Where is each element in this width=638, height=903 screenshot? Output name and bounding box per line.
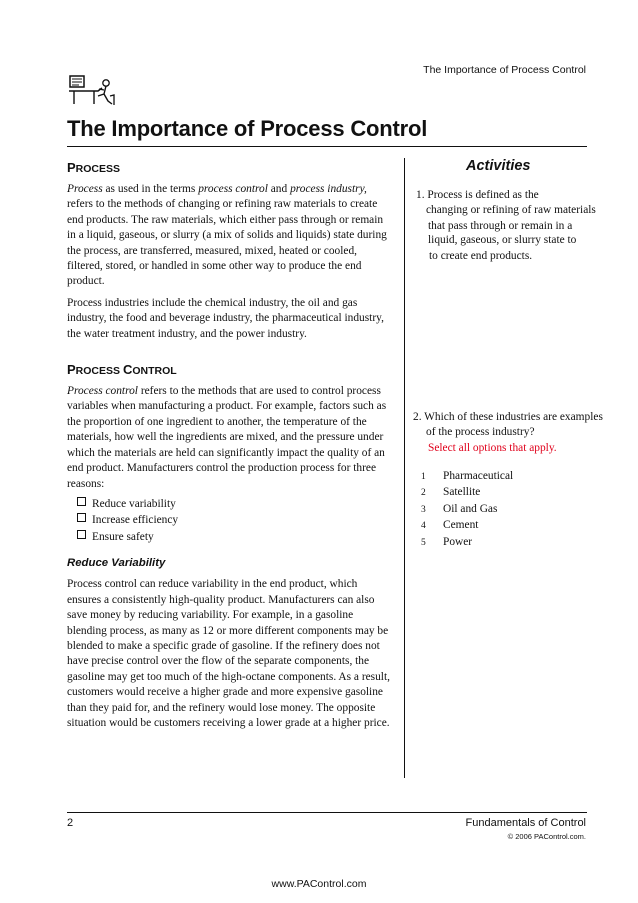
answer-option[interactable]: 5 Power: [421, 535, 473, 548]
process-definition-paragraph: Process as used in the terms process control and process industry, refers to the methods of changing or refining raw materials to create end products. The raw materials, which either pass through or remain in a liquid, gaseous, or slurry (a mix of solids and liquids) state during the process, are transferred, measured, mixed, heated or cooled, filtered, stored, or handled in some other way to produce the end product.: [67, 183, 387, 288]
title-divider: [67, 146, 587, 147]
process-control-paragraph: Process control refers to the methods that are used to control process variables when manufacturing a product. For example, factors such as the proportion of one ingredient to another, the temperature of the materials, how well the ingredients are mixed, and the pressure under which the materials are held can significantly impact the quality of an end product. Manufacturers control the production process for three reasons:: [67, 385, 387, 490]
checkbox-bullet-icon: [77, 530, 86, 539]
question-2: 2. Which of these industries are examples of the process industry? Select all options that apply.: [413, 410, 603, 456]
answer-option[interactable]: 2 Satellite: [421, 486, 481, 499]
list-item: Reduce variability: [77, 496, 394, 513]
answer-option[interactable]: 3 Oil and Gas: [421, 502, 498, 515]
website-link[interactable]: www.PAControl.com: [271, 878, 367, 890]
question-1: 1. Process is defined as the changing or refining of raw materials that pass through or remain in a liquid, gaseous, or slurry state to to create end products.: [416, 189, 596, 262]
copyright-notice: © 2006 PAControl.com.: [507, 832, 586, 841]
desk-figure-icon: [68, 74, 118, 108]
question-instruction: Select all options that apply.: [428, 441, 557, 454]
checkbox-bullet-icon: [77, 497, 86, 506]
page-number: 2: [67, 817, 74, 829]
list-item: Increase efficiency: [77, 512, 394, 529]
section-heading-process-control: PROCESS CONTROL: [67, 362, 177, 378]
subheading-reduce-variability: Reduce Variability: [67, 557, 166, 570]
answer-option[interactable]: 1 Pharmaceutical: [421, 470, 514, 482]
main-column: [67, 160, 394, 731]
running-header: The Importance of Process Control: [423, 64, 586, 76]
answer-options: [421, 469, 513, 551]
footer-book-title: Fundamentals of Control: [465, 817, 586, 829]
answer-option[interactable]: 4 Cement: [421, 519, 479, 532]
list-item: Ensure safety: [77, 529, 394, 546]
checkbox-bullet-icon: [77, 513, 86, 522]
section-heading-process: PROCESS: [67, 160, 121, 175]
activities-heading: Activities: [466, 158, 531, 174]
footer-divider: [67, 812, 587, 813]
process-industries-paragraph: Process industries include the chemical industry, the oil and gas industry, the food and beverage industry, the pharmaceutical industry, the water treatment industry, and the power industry.: [67, 296, 384, 340]
reduce-variability-paragraph: Process control can reduce variability in the end product, which ensures a consistently high-quality product. Manufacturers can also save money by reducing variability. For example, in a gasoline blending process, as many as 12 or more different components may be blended to make a specific grade of gasoline. If the refinery does not have precise control over the flow of the separate components, the gasoline may get too much of the high-octane components. As a result, customers would receive a higher grade and more expensive gasoline than they paid for, and the refinery would lose money. The opposite situation would be customers receiving a lower grade at a higher price.: [67, 578, 390, 730]
column-divider: [404, 158, 405, 778]
reasons-list: [77, 496, 394, 546]
page-title: The Importance of Process Control: [67, 116, 428, 141]
